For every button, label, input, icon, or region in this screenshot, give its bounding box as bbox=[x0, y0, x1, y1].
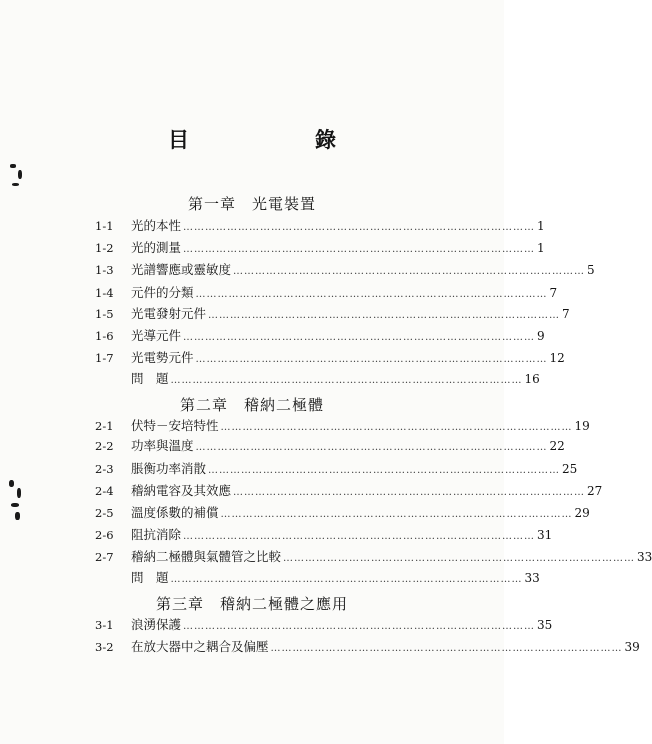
page-number: 16 bbox=[524, 372, 540, 386]
dot-leader: …………………………………………………………………………………… bbox=[183, 621, 536, 632]
dot-leader: …………………………………………………………………………………… bbox=[183, 531, 536, 542]
section-title: 在放大器中之耦合及偏壓 bbox=[131, 639, 269, 654]
section-number: 1-5 bbox=[95, 307, 114, 321]
section-title: 浪湧保護 bbox=[131, 617, 182, 632]
section-number: 1-6 bbox=[95, 329, 114, 343]
chapter-heading: 第一章 光電裝置 bbox=[187, 195, 316, 213]
toc-entry[interactable] bbox=[95, 503, 590, 523]
section-number: 2-6 bbox=[95, 528, 114, 542]
toc-entry[interactable] bbox=[95, 615, 553, 635]
scan-speck bbox=[10, 164, 16, 168]
section-title: 阻抗消除 bbox=[131, 527, 182, 542]
page-title: 目 錄 bbox=[168, 127, 364, 152]
dot-leader: …………………………………………………………………………………… bbox=[283, 553, 636, 564]
toc-entry[interactable] bbox=[95, 525, 553, 545]
dot-leader: …………………………………………………………………………………… bbox=[195, 289, 548, 300]
section-title: 光的測量 bbox=[131, 240, 182, 255]
section-title: 功率與溫度 bbox=[131, 438, 194, 453]
section-title: 光導元件 bbox=[131, 328, 182, 343]
scan-speck bbox=[12, 183, 19, 186]
page-number: 1 bbox=[537, 241, 545, 255]
section-title: 稽納電容及其效應 bbox=[131, 483, 232, 498]
page-number: 25 bbox=[562, 462, 578, 476]
toc-entry[interactable] bbox=[95, 304, 570, 324]
section-number: 2-5 bbox=[95, 506, 114, 520]
dot-leader: …………………………………………………………………………………… bbox=[183, 244, 536, 255]
page-number: 12 bbox=[549, 351, 565, 365]
section-number: 1-1 bbox=[95, 219, 114, 233]
page-number: 19 bbox=[574, 419, 590, 433]
toc-entry[interactable] bbox=[95, 459, 578, 479]
section-number: 2-4 bbox=[95, 484, 114, 498]
dot-leader: …………………………………………………………………………………… bbox=[208, 465, 561, 476]
dot-leader: …………………………………………………………………………………… bbox=[183, 332, 536, 343]
section-title: 問 題 bbox=[131, 570, 169, 585]
dot-leader: …………………………………………………………………………………… bbox=[208, 310, 561, 321]
section-title: 伏特－安培特性 bbox=[131, 418, 219, 433]
dot-leader: …………………………………………………………………………………… bbox=[220, 422, 573, 433]
toc-entry[interactable] bbox=[95, 416, 590, 436]
section-number: 1-7 bbox=[95, 351, 114, 365]
section-number: 1-3 bbox=[95, 263, 114, 277]
dot-leader: …………………………………………………………………………………… bbox=[195, 442, 548, 453]
dot-leader: …………………………………………………………………………………… bbox=[220, 509, 573, 520]
toc-entry[interactable] bbox=[95, 369, 540, 389]
toc-entry[interactable] bbox=[95, 260, 595, 280]
section-title: 光譜響應或靈敏度 bbox=[131, 262, 232, 277]
dot-leader: …………………………………………………………………………………… bbox=[270, 643, 623, 654]
scan-speck bbox=[11, 503, 19, 507]
page-number: 7 bbox=[549, 286, 558, 300]
section-number: 2-2 bbox=[95, 439, 114, 453]
page-number: 7 bbox=[562, 307, 570, 321]
section-number: 2-7 bbox=[95, 550, 114, 564]
dot-leader: …………………………………………………………………………………… bbox=[170, 375, 523, 386]
section-title: 光電發射元件 bbox=[131, 306, 207, 321]
page-number: 39 bbox=[624, 640, 640, 654]
dot-leader: …………………………………………………………………………………… bbox=[195, 354, 548, 365]
section-title: 光電勢元件 bbox=[131, 350, 194, 365]
page-number: 5 bbox=[587, 263, 595, 277]
scan-speck bbox=[15, 512, 20, 520]
toc-entry[interactable] bbox=[95, 238, 545, 258]
toc-entry[interactable] bbox=[95, 547, 652, 567]
section-title: 脹衡功率消散 bbox=[131, 461, 207, 476]
page-number: 33 bbox=[524, 571, 540, 585]
scan-speck bbox=[9, 480, 14, 487]
toc-entry[interactable] bbox=[95, 637, 640, 657]
page-number: 29 bbox=[574, 506, 590, 520]
page-number: 31 bbox=[537, 528, 553, 542]
page-number: 1 bbox=[537, 219, 545, 233]
toc-entry[interactable] bbox=[95, 283, 558, 303]
section-number: 2-1 bbox=[95, 419, 114, 433]
toc-entry[interactable] bbox=[95, 326, 545, 346]
section-title: 元件的分類 bbox=[131, 285, 194, 300]
section-title: 稽納二極體與氣體管之比較 bbox=[131, 549, 282, 564]
toc-entry[interactable] bbox=[95, 348, 565, 368]
dot-leader: …………………………………………………………………………………… bbox=[183, 222, 536, 233]
page-number: 33 bbox=[637, 550, 652, 564]
section-number: 1-2 bbox=[95, 241, 114, 255]
chapter-heading: 第二章 稽納二極體 bbox=[179, 396, 324, 414]
section-title: 問 題 bbox=[131, 371, 169, 386]
dot-leader: …………………………………………………………………………………… bbox=[233, 487, 586, 498]
page-number: 27 bbox=[587, 484, 603, 498]
page-number: 9 bbox=[537, 329, 545, 343]
section-number: 1-4 bbox=[95, 286, 114, 300]
section-title: 光的本性 bbox=[131, 218, 182, 233]
section-title: 溫度係數的補償 bbox=[131, 505, 219, 520]
dot-leader: …………………………………………………………………………………… bbox=[170, 574, 523, 585]
page-number: 22 bbox=[549, 439, 565, 453]
scan-speck bbox=[18, 170, 22, 179]
section-number: 3-2 bbox=[95, 640, 114, 654]
toc-entry[interactable] bbox=[95, 481, 603, 501]
page-number: 35 bbox=[537, 618, 553, 632]
chapter-heading: 第三章 稽納二極體之應用 bbox=[155, 595, 348, 613]
toc-entry[interactable] bbox=[95, 568, 540, 588]
scan-speck bbox=[17, 488, 21, 498]
toc-entry[interactable] bbox=[95, 436, 565, 456]
dot-leader: …………………………………………………………………………………… bbox=[233, 266, 586, 277]
section-number: 2-3 bbox=[95, 462, 114, 476]
toc-entry[interactable] bbox=[95, 216, 545, 236]
section-number: 3-1 bbox=[95, 618, 114, 632]
